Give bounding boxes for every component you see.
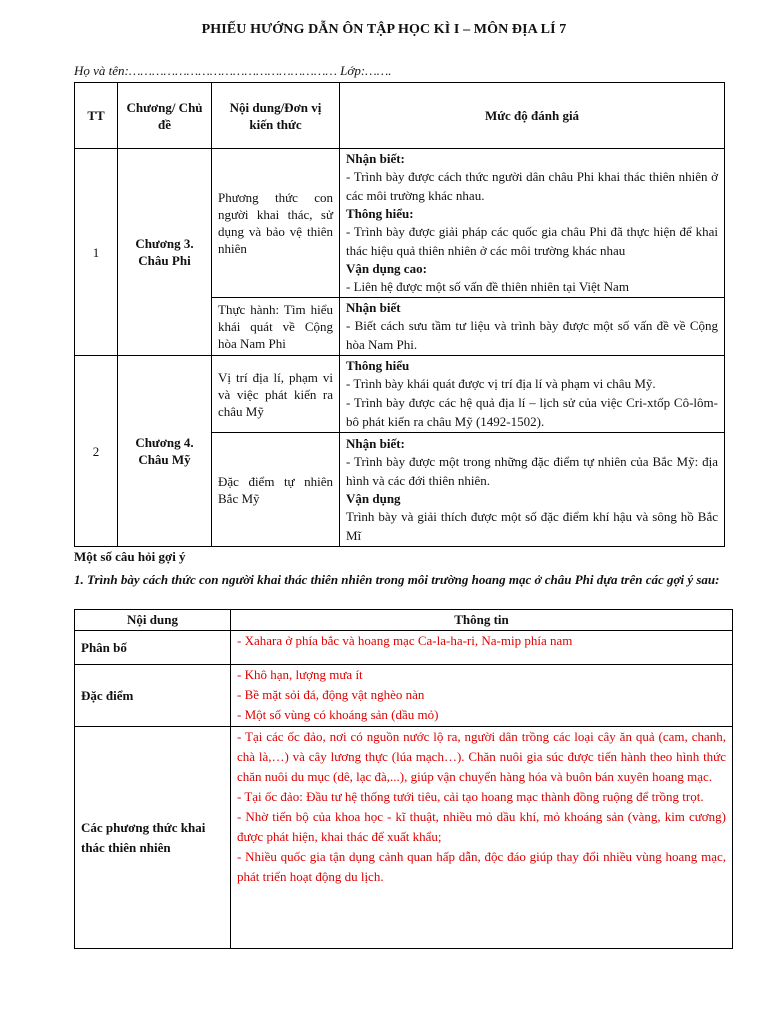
chapter-name: Chương 4. Châu Mỹ <box>118 356 212 547</box>
document-title: PHIẾU HƯỚNG DẪN ÔN TẬP HỌC KÌ I – MÔN ĐỊA LÍ 7 <box>201 22 567 37</box>
student-info-line: Họ và tên:……………………………………………… Lớp:……. <box>74 63 392 78</box>
answer-label: Phân bố <box>75 631 231 665</box>
section-title: Một số câu hỏi gợi ý <box>74 549 186 564</box>
answer-info-cell <box>231 631 733 665</box>
assessment-header-row <box>75 83 725 149</box>
answer-info-cell <box>231 727 733 949</box>
evaluation-cell <box>340 298 725 356</box>
assessment-matrix-table <box>74 82 725 547</box>
answer-line: - Tại ốc đảo: Đầu tư hệ thống tưới tiêu, cải tạo hoang mạc thành đồng ruộng để trồng trọt. <box>237 789 704 804</box>
evaluation-heading: Nhận biết <box>346 300 401 315</box>
answer-line: - Khô hạn, lượng mưa ít <box>237 667 363 682</box>
assessment-row <box>75 356 725 433</box>
answer-table <box>74 609 733 949</box>
answer-label: Các phương thức khai thác thiên nhiên <box>75 727 231 949</box>
answer-label: Đặc điểm <box>75 665 231 727</box>
evaluation-cell <box>340 433 725 547</box>
evaluation-cell <box>340 149 725 298</box>
row-number: 2 <box>75 356 118 547</box>
evaluation-cell <box>340 356 725 433</box>
header-level: Mức độ đánh giá <box>340 83 725 149</box>
answer-row <box>75 665 733 727</box>
evaluation-text: - Biết cách sưu tầm tư liệu và trình bày được một số vấn đề về Cộng hòa Nam Phi. <box>346 318 718 352</box>
evaluation-text: - Trình bày được giải pháp các quốc gia châu Phi đã thực hiện để khai thác hiệu quả thiên nhiên ở các môi trường khác nhau <box>346 224 718 258</box>
content-unit: Đặc điểm tự nhiên Bắc Mỹ <box>212 433 340 547</box>
content-unit: Vị trí địa lí, phạm vi và việc phát kiến ra châu Mỹ <box>212 356 340 433</box>
answer-row <box>75 727 733 949</box>
answer-row <box>75 631 733 665</box>
evaluation-text: - Trình bày khái quát được vị trí địa lí và phạm vi châu Mỹ. <box>346 376 656 391</box>
answer-header-row <box>75 610 733 631</box>
answer-header-info: Thông tin <box>231 610 733 631</box>
evaluation-text: - Trình bày được cách thức người dân châu Phi khai thác thiên nhiên ở các môi trường khác nhau. <box>346 169 718 203</box>
chapter-name: Chương 3. Châu Phi <box>118 149 212 356</box>
evaluation-text: Trình bày và giải thích được một số đặc điểm khí hậu và sông hồ Bắc Mĩ <box>346 508 718 543</box>
answer-line: - Nhiều quốc gia tận dụng cảnh quan hấp dẫn, độc đáo giúp thay đổi nhiều vùng hoang mạc, phát triển hoạt động du lịch. <box>237 849 726 884</box>
row-number: 1 <box>75 149 118 356</box>
evaluation-text: - Liên hệ được một số vấn đề thiên nhiên tại Việt Nam <box>346 279 629 294</box>
answer-header-content: Nội dung <box>75 610 231 631</box>
answer-line: - Nhờ tiến bộ của khoa học - kĩ thuật, nhiều mỏ dầu khí, mỏ khoáng sản (vàng, kim cương) được phát hiện, khai thác để xuất khẩu; <box>237 809 726 844</box>
evaluation-text: - Trình bày được các hệ quả địa lí – lịch sử của việc Cri-xtốp Cô-lôm-bô phát kiến ra châu Mỹ (1492-1502). <box>346 395 718 429</box>
content-unit: Thực hành: Tìm hiểu khái quát về Cộng hòa Nam Phi <box>212 298 340 356</box>
evaluation-text: - Trình bày được một trong những đặc điểm tự nhiên của Bắc Mỹ: địa hình và các đới thiên nhiên. <box>346 453 718 488</box>
header-content: Nội dung/Đơn vị kiến thức <box>212 83 340 149</box>
answer-info-cell <box>231 665 733 727</box>
answer-line: - Tại các ốc đảo, nơi có nguồn nước lộ ra, người dân trồng các loại cây ăn quả (cam, chanh, chà là,…) và cây lương thực (lúa mạch…). Chăn nuôi gia súc được tiến hành theo hình thức chăn nuôi du mục (dê, lạc đà,...), giúp vận chuyển hàng hóa và buôn bán xuyên hoang mạc. <box>237 729 726 784</box>
answer-line: - Bề mặt sỏi đá, động vật nghèo nàn <box>237 687 425 702</box>
question-text: 1. Trình bày cách thức con người khai thác thiên nhiên trong môi trường hoang mạc ở châu Phi dựa trên các gợi ý sau: <box>74 572 720 587</box>
evaluation-heading: Vận dụng <box>346 490 401 506</box>
evaluation-heading: Vận dụng cao: <box>346 261 427 276</box>
assessment-row <box>75 149 725 298</box>
evaluation-heading: Nhận biết: <box>346 435 405 451</box>
evaluation-heading: Thông hiểu <box>346 358 410 373</box>
header-chapter: Chương/ Chủ đề <box>118 83 212 149</box>
evaluation-heading: Thông hiểu: <box>346 206 414 221</box>
header-tt: TT <box>75 83 118 149</box>
content-unit: Phương thức con người khai thác, sử dụng và bảo vệ thiên nhiên <box>212 149 340 298</box>
answer-line: - Xahara ở phía bắc và hoang mạc Ca-la-ha-ri, Na-mip phía nam <box>237 633 573 648</box>
evaluation-heading: Nhận biết: <box>346 151 405 166</box>
answer-line: - Một số vùng có khoáng sản (dầu mỏ) <box>237 707 439 722</box>
